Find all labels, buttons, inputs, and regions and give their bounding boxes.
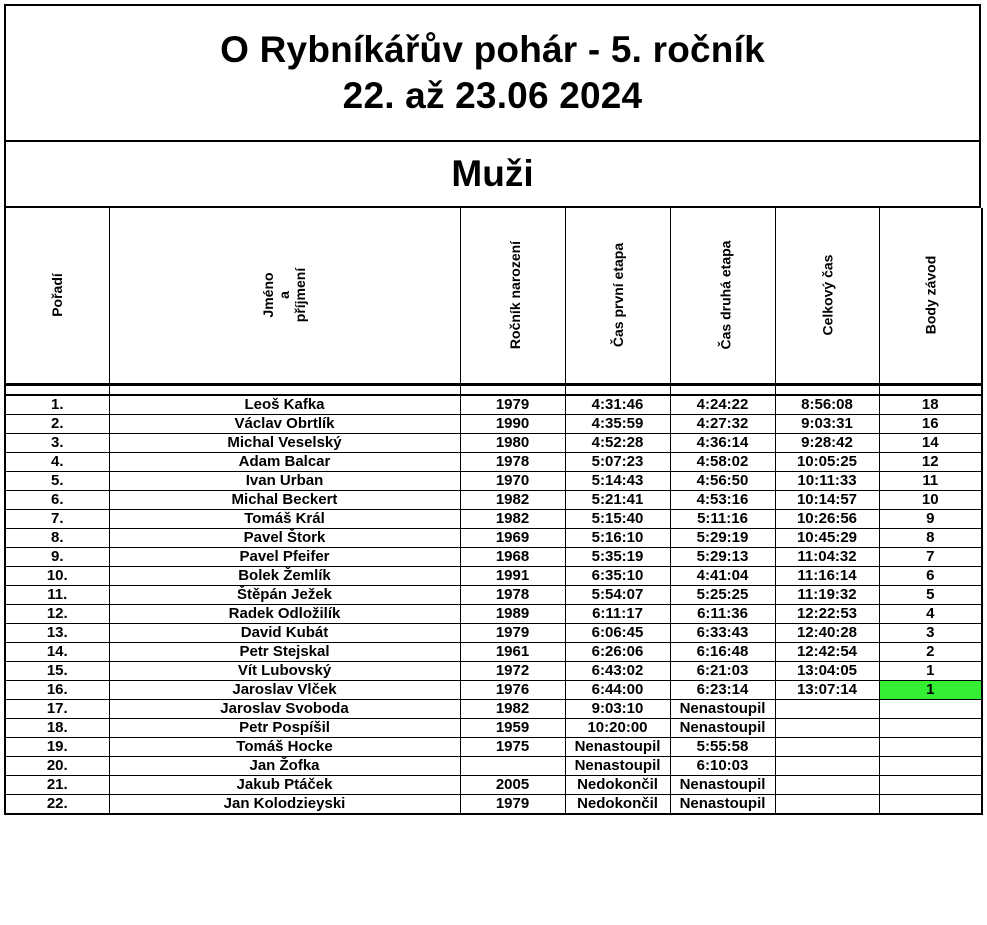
total-time-cell: 11:19:32 bbox=[775, 586, 879, 605]
name-cell: Adam Balcar bbox=[109, 453, 460, 472]
stage1-time-cell: 4:52:28 bbox=[565, 434, 670, 453]
table-row bbox=[5, 395, 982, 415]
table-row bbox=[5, 415, 982, 434]
birth-year-cell: 1972 bbox=[460, 662, 565, 681]
birth-year-cell bbox=[460, 757, 565, 776]
stage1-time-cell: 5:21:41 bbox=[565, 491, 670, 510]
total-time-cell: 13:04:05 bbox=[775, 662, 879, 681]
stage2-time-cell: 4:36:14 bbox=[670, 434, 775, 453]
rank-cell: 2. bbox=[5, 415, 109, 434]
stage2-time-cell: 5:29:19 bbox=[670, 529, 775, 548]
birth-year-cell: 1969 bbox=[460, 529, 565, 548]
total-time-cell: 8:56:08 bbox=[775, 395, 879, 415]
total-time-cell: 9:28:42 bbox=[775, 434, 879, 453]
points-cell: 16 bbox=[879, 415, 982, 434]
table-row bbox=[5, 776, 982, 795]
table-row bbox=[5, 624, 982, 643]
points-cell: 10 bbox=[879, 491, 982, 510]
table-row bbox=[5, 453, 982, 472]
total-time-cell bbox=[775, 757, 879, 776]
name-cell: Jan Žofka bbox=[109, 757, 460, 776]
points-cell: 6 bbox=[879, 567, 982, 586]
table-row bbox=[5, 681, 982, 700]
stage1-time-cell: 6:11:17 bbox=[565, 605, 670, 624]
name-cell: David Kubát bbox=[109, 624, 460, 643]
name-cell: Tomáš Král bbox=[109, 510, 460, 529]
birth-year-cell: 1991 bbox=[460, 567, 565, 586]
stage1-time-cell: Nedokončil bbox=[565, 795, 670, 815]
stage2-time-cell: Nenastoupil bbox=[670, 719, 775, 738]
points-cell bbox=[879, 738, 982, 757]
stage2-time-cell: Nenastoupil bbox=[670, 700, 775, 719]
total-time-cell: 10:11:33 bbox=[775, 472, 879, 491]
total-time-cell: 12:22:53 bbox=[775, 605, 879, 624]
points-cell bbox=[879, 757, 982, 776]
category-title: Muži bbox=[451, 153, 534, 194]
name-cell: Radek Odložilík bbox=[109, 605, 460, 624]
stage2-time-cell: 4:53:16 bbox=[670, 491, 775, 510]
rank-cell: 8. bbox=[5, 529, 109, 548]
stage1-time-cell: 6:06:45 bbox=[565, 624, 670, 643]
table-row bbox=[5, 795, 982, 815]
rank-cell: 7. bbox=[5, 510, 109, 529]
total-time-cell: 13:07:14 bbox=[775, 681, 879, 700]
rank-cell: 10. bbox=[5, 567, 109, 586]
total-time-cell bbox=[775, 700, 879, 719]
column-header-row bbox=[5, 208, 982, 385]
stage1-time-cell: 5:54:07 bbox=[565, 586, 670, 605]
stage1-time-cell: 5:14:43 bbox=[565, 472, 670, 491]
points-cell bbox=[879, 719, 982, 738]
name-cell: Vít Lubovský bbox=[109, 662, 460, 681]
rank-cell: 6. bbox=[5, 491, 109, 510]
birth-year-cell: 1970 bbox=[460, 472, 565, 491]
name-cell: Petr Stejskal bbox=[109, 643, 460, 662]
stage1-time-cell: Nenastoupil bbox=[565, 757, 670, 776]
stage2-time-cell: 5:29:13 bbox=[670, 548, 775, 567]
rank-cell: 5. bbox=[5, 472, 109, 491]
col-header-birth-year: Ročník narození bbox=[460, 208, 565, 385]
header-spacer-row bbox=[5, 385, 982, 396]
table-row bbox=[5, 491, 982, 510]
stage1-time-cell: 9:03:10 bbox=[565, 700, 670, 719]
birth-year-cell: 1959 bbox=[460, 719, 565, 738]
table-row bbox=[5, 643, 982, 662]
name-cell: Michal Veselský bbox=[109, 434, 460, 453]
birth-year-cell: 1982 bbox=[460, 491, 565, 510]
points-cell: 7 bbox=[879, 548, 982, 567]
rank-cell: 22. bbox=[5, 795, 109, 815]
stage2-time-cell: 4:24:22 bbox=[670, 395, 775, 415]
points-cell bbox=[879, 795, 982, 815]
header-title-block bbox=[4, 4, 981, 140]
points-cell: 14 bbox=[879, 434, 982, 453]
col-header-rank: Pořadí bbox=[5, 208, 109, 385]
stage2-time-cell: 6:11:36 bbox=[670, 605, 775, 624]
table-row bbox=[5, 662, 982, 681]
col-header-name: Jméno a příjmení bbox=[109, 208, 460, 385]
birth-year-cell: 1976 bbox=[460, 681, 565, 700]
name-cell: Leoš Kafka bbox=[109, 395, 460, 415]
table-row bbox=[5, 757, 982, 776]
name-cell: Václav Obrtlík bbox=[109, 415, 460, 434]
points-cell: 9 bbox=[879, 510, 982, 529]
total-time-cell: 12:42:54 bbox=[775, 643, 879, 662]
stage2-time-cell: Nenastoupil bbox=[670, 795, 775, 815]
col-header-stage2-time: Čas druhá etapa bbox=[670, 208, 775, 385]
stage2-time-cell: 6:23:14 bbox=[670, 681, 775, 700]
total-time-cell: 10:45:29 bbox=[775, 529, 879, 548]
stage2-time-cell: 5:55:58 bbox=[670, 738, 775, 757]
page-title: O Rybníkářův pohár - 5. ročník bbox=[220, 29, 765, 70]
col-header-total-time: Celkový čas bbox=[775, 208, 879, 385]
table-row bbox=[5, 605, 982, 624]
rank-cell: 4. bbox=[5, 453, 109, 472]
name-cell: Štěpán Ježek bbox=[109, 586, 460, 605]
birth-year-cell: 1979 bbox=[460, 795, 565, 815]
points-cell: 1 bbox=[879, 662, 982, 681]
rank-cell: 12. bbox=[5, 605, 109, 624]
rank-cell: 13. bbox=[5, 624, 109, 643]
rank-cell: 15. bbox=[5, 662, 109, 681]
total-time-cell: 9:03:31 bbox=[775, 415, 879, 434]
rank-cell: 11. bbox=[5, 586, 109, 605]
col-header-points: Body závod bbox=[879, 208, 982, 385]
stage2-time-cell: 5:11:16 bbox=[670, 510, 775, 529]
table-row bbox=[5, 586, 982, 605]
total-time-cell bbox=[775, 776, 879, 795]
stage2-time-cell: 6:16:48 bbox=[670, 643, 775, 662]
birth-year-cell: 1978 bbox=[460, 586, 565, 605]
stage1-time-cell: 5:07:23 bbox=[565, 453, 670, 472]
points-cell: 11 bbox=[879, 472, 982, 491]
stage2-time-cell: 4:27:32 bbox=[670, 415, 775, 434]
total-time-cell: 10:26:56 bbox=[775, 510, 879, 529]
col-header-stage1-time: Čas první etapa bbox=[565, 208, 670, 385]
name-cell: Jaroslav Svoboda bbox=[109, 700, 460, 719]
results-table bbox=[4, 208, 983, 815]
birth-year-cell: 1975 bbox=[460, 738, 565, 757]
points-cell: 4 bbox=[879, 605, 982, 624]
table-row bbox=[5, 719, 982, 738]
table-row bbox=[5, 567, 982, 586]
name-cell: Jan Kolodzieyski bbox=[109, 795, 460, 815]
stage1-time-cell: 6:35:10 bbox=[565, 567, 670, 586]
points-cell: 18 bbox=[879, 395, 982, 415]
stage2-time-cell: 4:41:04 bbox=[670, 567, 775, 586]
stage1-time-cell: 6:26:06 bbox=[565, 643, 670, 662]
table-row bbox=[5, 434, 982, 453]
stage1-time-cell: 4:31:46 bbox=[565, 395, 670, 415]
name-cell: Michal Beckert bbox=[109, 491, 460, 510]
stage1-time-cell: 5:15:40 bbox=[565, 510, 670, 529]
points-cell: 3 bbox=[879, 624, 982, 643]
birth-year-cell: 1968 bbox=[460, 548, 565, 567]
table-row bbox=[5, 738, 982, 757]
stage1-time-cell: 5:35:19 bbox=[565, 548, 670, 567]
total-time-cell: 11:04:32 bbox=[775, 548, 879, 567]
rank-cell: 20. bbox=[5, 757, 109, 776]
stage1-time-cell: 5:16:10 bbox=[565, 529, 670, 548]
rank-cell: 16. bbox=[5, 681, 109, 700]
stage1-time-cell: 6:43:02 bbox=[565, 662, 670, 681]
name-cell: Petr Pospíšil bbox=[109, 719, 460, 738]
name-cell: Pavel Štork bbox=[109, 529, 460, 548]
table-row bbox=[5, 700, 982, 719]
category-header bbox=[4, 140, 981, 208]
name-cell: Tomáš Hocke bbox=[109, 738, 460, 757]
rank-cell: 3. bbox=[5, 434, 109, 453]
stage2-time-cell: 5:25:25 bbox=[670, 586, 775, 605]
birth-year-cell: 1990 bbox=[460, 415, 565, 434]
stage1-time-cell: Nenastoupil bbox=[565, 738, 670, 757]
rank-cell: 9. bbox=[5, 548, 109, 567]
stage2-time-cell: 6:33:43 bbox=[670, 624, 775, 643]
name-cell: Ivan Urban bbox=[109, 472, 460, 491]
stage2-time-cell: 6:10:03 bbox=[670, 757, 775, 776]
rank-cell: 14. bbox=[5, 643, 109, 662]
table-row bbox=[5, 510, 982, 529]
points-cell bbox=[879, 776, 982, 795]
name-cell: Jakub Ptáček bbox=[109, 776, 460, 795]
birth-year-cell: 1979 bbox=[460, 624, 565, 643]
table-row bbox=[5, 529, 982, 548]
birth-year-cell: 1978 bbox=[460, 453, 565, 472]
total-time-cell: 11:16:14 bbox=[775, 567, 879, 586]
stage1-time-cell: 10:20:00 bbox=[565, 719, 670, 738]
birth-year-cell: 1982 bbox=[460, 700, 565, 719]
rank-cell: 18. bbox=[5, 719, 109, 738]
points-cell: 1 bbox=[879, 681, 982, 700]
stage2-time-cell: 6:21:03 bbox=[670, 662, 775, 681]
stage2-time-cell: Nenastoupil bbox=[670, 776, 775, 795]
event-date: 22. až 23.06 2024 bbox=[342, 75, 643, 116]
birth-year-cell: 1982 bbox=[460, 510, 565, 529]
table-row bbox=[5, 548, 982, 567]
birth-year-cell: 2005 bbox=[460, 776, 565, 795]
total-time-cell: 10:14:57 bbox=[775, 491, 879, 510]
total-time-cell bbox=[775, 719, 879, 738]
table-row bbox=[5, 472, 982, 491]
total-time-cell: 12:40:28 bbox=[775, 624, 879, 643]
name-cell: Jaroslav Vlček bbox=[109, 681, 460, 700]
stage1-time-cell: 4:35:59 bbox=[565, 415, 670, 434]
name-cell: Bolek Žemlík bbox=[109, 567, 460, 586]
stage1-time-cell: 6:44:00 bbox=[565, 681, 670, 700]
points-cell: 8 bbox=[879, 529, 982, 548]
stage2-time-cell: 4:58:02 bbox=[670, 453, 775, 472]
total-time-cell bbox=[775, 795, 879, 815]
rank-cell: 21. bbox=[5, 776, 109, 795]
stage2-time-cell: 4:56:50 bbox=[670, 472, 775, 491]
points-cell: 2 bbox=[879, 643, 982, 662]
birth-year-cell: 1989 bbox=[460, 605, 565, 624]
rank-cell: 19. bbox=[5, 738, 109, 757]
points-cell: 5 bbox=[879, 586, 982, 605]
birth-year-cell: 1961 bbox=[460, 643, 565, 662]
points-cell: 12 bbox=[879, 453, 982, 472]
name-cell: Pavel Pfeifer bbox=[109, 548, 460, 567]
rank-cell: 17. bbox=[5, 700, 109, 719]
stage1-time-cell: Nedokončil bbox=[565, 776, 670, 795]
points-cell bbox=[879, 700, 982, 719]
birth-year-cell: 1980 bbox=[460, 434, 565, 453]
total-time-cell bbox=[775, 738, 879, 757]
rank-cell: 1. bbox=[5, 395, 109, 415]
total-time-cell: 10:05:25 bbox=[775, 453, 879, 472]
birth-year-cell: 1979 bbox=[460, 395, 565, 415]
